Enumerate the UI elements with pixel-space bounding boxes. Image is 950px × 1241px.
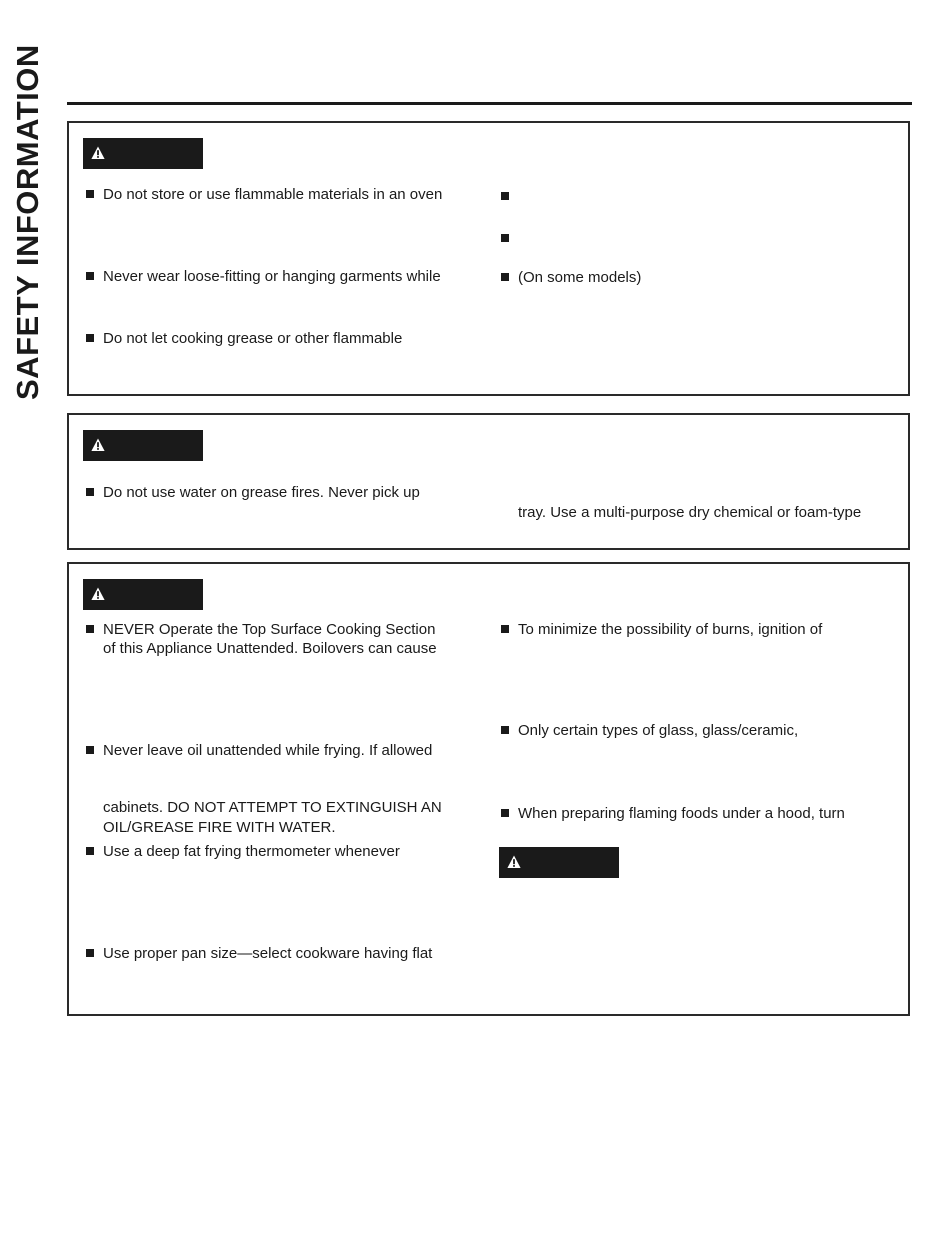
- section-side-title: SAFETY INFORMATION: [10, 44, 45, 400]
- list-item: [103, 620, 435, 639]
- warning-panel-2: [67, 413, 910, 550]
- warning-badge: [83, 430, 203, 461]
- bullet: [86, 190, 94, 198]
- bullet: [86, 847, 94, 855]
- list-item: [518, 620, 822, 639]
- bullet: [501, 726, 509, 734]
- warning-badge: [83, 579, 203, 610]
- list-item-text: Do not let cooking grease or other flammable: [103, 330, 403, 347]
- bullet: [501, 625, 509, 633]
- list-item-text: Do not use water on grease fires. Never pick up: [103, 484, 420, 501]
- list-item-text: When preparing flaming foods under a hood, turn: [518, 805, 845, 822]
- warning-badge: [499, 847, 619, 878]
- bullet: [86, 746, 94, 754]
- continuation-text: tray. Use a multi-purpose dry chemical or foam-type: [518, 504, 862, 521]
- list-item: [518, 721, 798, 740]
- bullet: [501, 234, 509, 242]
- bullet: [501, 192, 509, 200]
- list-item: [103, 483, 420, 502]
- bullet: [86, 949, 94, 957]
- list-item: [518, 804, 845, 823]
- list-item-text: Use a deep fat frying thermometer whenever: [103, 843, 400, 860]
- list-item: [518, 268, 641, 287]
- warning-panel-3: [67, 562, 910, 1016]
- bullet: [86, 488, 94, 496]
- bullet: [86, 272, 94, 280]
- warning-triangle-icon: [91, 587, 105, 601]
- bullet: [86, 334, 94, 342]
- bullet: [501, 809, 509, 817]
- list-item-text: Do not store or use flammable materials in an oven: [103, 186, 443, 203]
- header-rule: [67, 102, 912, 105]
- list-item: [103, 741, 432, 760]
- warning-triangle-icon: [507, 855, 521, 869]
- list-item: [103, 267, 441, 286]
- list-item: [103, 944, 432, 963]
- list-item-continuation: cabinets. DO NOT ATTEMPT TO EXTINGUISH AN: [103, 799, 442, 816]
- list-item: [103, 185, 442, 204]
- list-item-continuation: OIL/GREASE FIRE WITH WATER.: [103, 819, 336, 836]
- warning-badge: [83, 138, 203, 169]
- list-item-continuation: of this Appliance Unattended. Boilovers can cause: [103, 640, 437, 657]
- list-item-text: NEVER Operate the Top Surface Cooking Section: [103, 621, 436, 638]
- list-item: [103, 842, 400, 861]
- warning-triangle-icon: [91, 438, 105, 452]
- list-item-text: Never leave oil unattended while frying. If allowed: [103, 742, 433, 759]
- list-item-text: (On some models): [518, 269, 642, 286]
- list-item-text: Only certain types of glass, glass/ceramic,: [518, 722, 799, 739]
- warning-panel-1: [67, 121, 910, 396]
- bullet: [86, 625, 94, 633]
- list-item-text: Never wear loose-fitting or hanging garments while: [103, 268, 441, 285]
- list-item-text: Use proper pan size—select cookware having flat: [103, 945, 433, 962]
- warning-triangle-icon: [91, 146, 105, 160]
- list-item: [103, 329, 402, 348]
- list-item-text: To minimize the possibility of burns, ignition of: [518, 621, 823, 638]
- bullet: [501, 273, 509, 281]
